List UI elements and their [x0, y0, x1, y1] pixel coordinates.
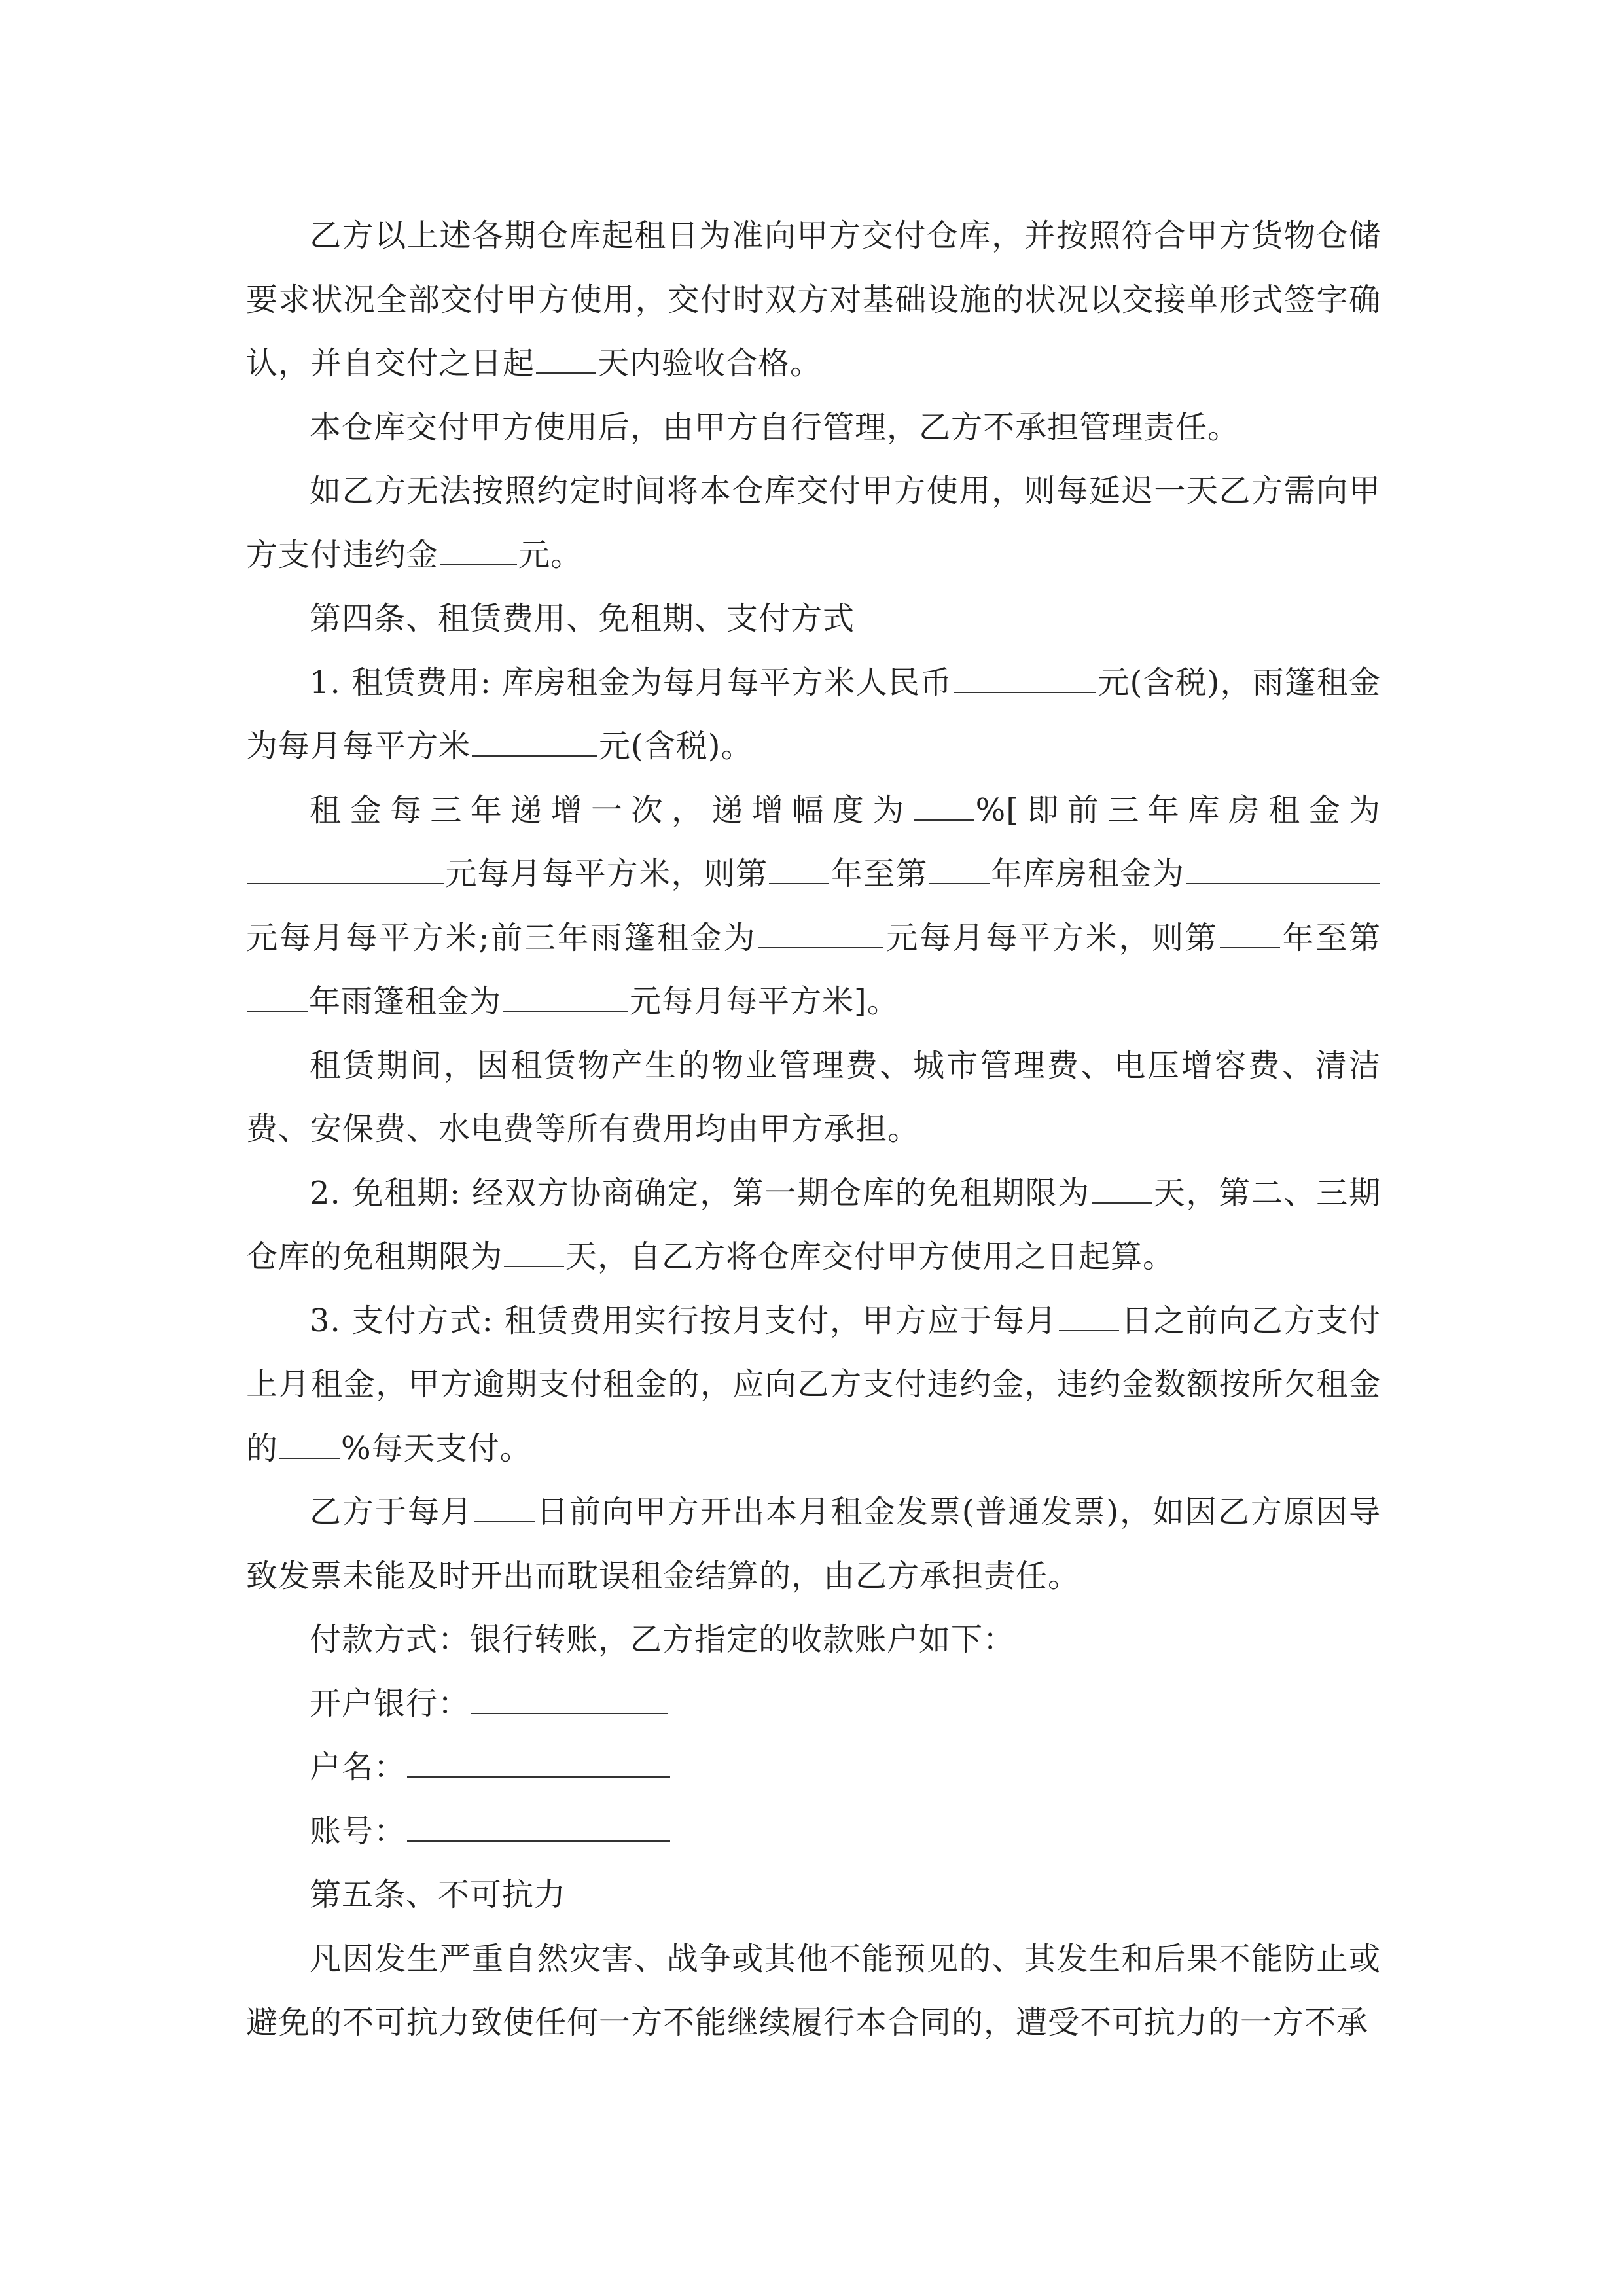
blank-field [536, 372, 596, 374]
paragraph-other-fees: 租赁期间，因租赁物产生的物业管理费、城市管理费、电压增容费、清洁费、安保费、水电费等所有费用均由甲方承担。 [246, 1047, 1381, 1147]
text: 元每月每平方米;前三年雨篷租金为 [246, 919, 757, 956]
text: 元每月每平方米，则第 [445, 855, 768, 892]
paragraph-delay-penalty [246, 459, 1381, 587]
text: %每天支付。 [341, 1429, 532, 1467]
account-name-label: 户名： [310, 1749, 406, 1785]
blank-field [247, 1010, 308, 1012]
blank-field [914, 819, 974, 821]
blank-field [929, 882, 990, 884]
bank-label: 开户银行： [310, 1685, 471, 1722]
text: 天，自乙方将仓库交付甲方使用之日起算。 [565, 1238, 1175, 1275]
account-name-line [246, 1736, 1381, 1800]
text: 3. 支付方式: 租赁费用实行按月支付，甲方应于每月 [310, 1302, 1058, 1339]
text: 元每月每平方米，则第 [885, 919, 1219, 956]
text: 天内验收合格。 [597, 345, 823, 382]
blank-field [1092, 1202, 1152, 1204]
text: 2. 免租期: 经双方协商确定，第一期仓库的免租期限为 [310, 1174, 1090, 1211]
text: 日前向甲方开出本月租金发票(普通发票)，如因乙方原因导致发票未能及时开出而耽误租金结算的，由乙方承担责任。 [246, 1494, 1381, 1594]
article-5-title: 第五条、不可抗力 [310, 1876, 567, 1913]
blank-field [769, 882, 829, 884]
paragraph-rent-fee [246, 651, 1381, 779]
text: 1. 租赁费用: 库房租金为每月每平方米人民币 [310, 664, 953, 701]
paragraph-force-majeure: 凡因发生严重自然灾害、战争或其他不能预见的、其发生和后果不能防止或避免的不可抗力致使任何一方不能继续履行本合同的，遭受不可抗力的一方不承 [246, 1940, 1381, 2041]
blank-field [247, 882, 444, 884]
text: 元(含税)，雨篷租金为每月每平方米 [246, 664, 1381, 764]
text: 年至第 [830, 855, 928, 892]
account-number-label: 账号： [310, 1812, 406, 1850]
text: 年至第 [1281, 919, 1381, 956]
text: 乙方于每月 [310, 1494, 473, 1530]
paragraph-payment-method [246, 1289, 1381, 1481]
text: 元(含税)。 [599, 728, 753, 764]
blank-field [1220, 946, 1280, 948]
text: 乙方以上述各期仓库起租日为准向甲方交付仓库，并按照符合甲方货物仓储要求状况全部交付甲方使用，交付时双方对基础设施的状况以交接单形式签字确认，并自交付之日起 [246, 217, 1381, 382]
text: %[即前三年库房租金为 [975, 791, 1381, 829]
account-name-blank [407, 1776, 670, 1778]
blank-field [440, 564, 517, 565]
text: 租金每三年递增一次，递增幅度为 [310, 791, 913, 829]
blank-field [1186, 882, 1380, 884]
text: 元。 [518, 536, 583, 573]
text: 年库房租金为 [990, 855, 1185, 892]
paragraph-delivery [246, 204, 1381, 396]
paragraph-rent-increase [246, 779, 1381, 1034]
text: 如乙方无法按照约定时间将本仓库交付甲方使用，则每延迟一天乙方需向甲方支付违约金 [246, 473, 1381, 573]
account-number-line [246, 1800, 1381, 1864]
blank-field [474, 1520, 535, 1522]
bank-blank [471, 1712, 668, 1714]
text: 日之前向乙方支付上月租金，甲方逾期支付租金的，应向乙方支付违约金，违约金数额按所欠租金的 [246, 1302, 1381, 1467]
blank-field [758, 946, 883, 948]
text: 天，第二、三期仓库的免租期限为 [246, 1174, 1381, 1275]
blank-field [504, 1265, 564, 1267]
blank-field [954, 691, 1096, 693]
paragraph-rent-free-period [246, 1162, 1381, 1289]
blank-field [279, 1457, 340, 1459]
article-4-title: 第四条、租赁费用、免租期、支付方式 [310, 600, 855, 637]
blank-field [472, 755, 597, 757]
account-number-blank [407, 1840, 670, 1842]
blank-field [1059, 1329, 1119, 1331]
bank-line [246, 1672, 1381, 1736]
blank-field [503, 1010, 628, 1012]
document-body [246, 204, 1381, 2055]
paragraph-management: 本仓库交付甲方使用后，由甲方自行管理，乙方不承担管理责任。 [310, 408, 1240, 446]
text: 年雨篷租金为 [309, 983, 502, 1020]
text: 元每月每平方米]。 [630, 983, 899, 1020]
paragraph-payment-account: 付款方式：银行转账，乙方指定的收款账户如下： [310, 1621, 1016, 1658]
paragraph-invoice [246, 1480, 1381, 1608]
